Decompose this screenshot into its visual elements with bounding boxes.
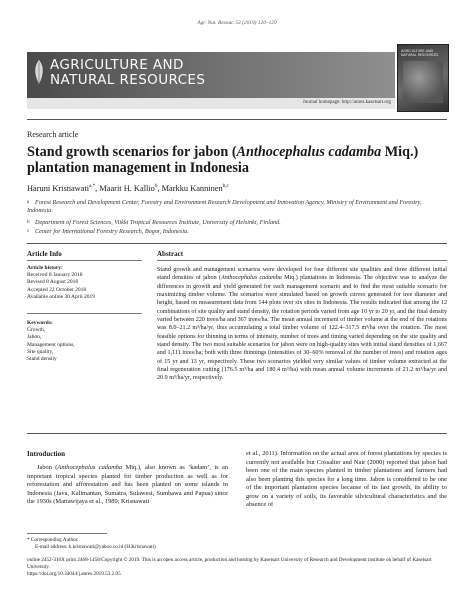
abstract-text: Stand growth and management scenarios were developed for four different site qualities and three different initial stand densities of jabon ( bbox=[157, 267, 447, 282]
introduction-heading: Introduction bbox=[27, 450, 65, 458]
history-label: Article history: bbox=[27, 265, 63, 271]
copyright-text: online 2452-316X print 2468-1458/Copyright © 2019. This is an open access article, production and hosting by Kasetsart University of Research and Development institute on behalf of Kasetsart University. bbox=[27, 557, 432, 570]
author-2[interactable]: Maarit H. Kallio bbox=[99, 184, 155, 193]
abstract-heading: Abstract bbox=[157, 250, 184, 258]
introduction-right-column: et al., 2011). Information on the actual area of forest plantations by species is currently not available but Cossalter and Nair (2000) reported that jabon had been one of the main species planted in timber plantations and farmers had also been planting this species for a long time. Jabon is considered to be one of the important plantation species because of its fast growth, its ability to grow on a variety of soils, its favorable silvicultural characteristics and the absence of bbox=[246, 450, 447, 508]
intro-text: Jabon ( bbox=[37, 464, 58, 471]
intro-text: Miq.), also known as ‘kadam’, is an important tropical species planted for timber production as well as for reforestation and afforestation and has been planted on some islands in Indonesia (Java, Kalimantan, Sumatra, Sulawesi, Sumbawa and Papua) since the 1930s (Martawijaya et al., 1989; Krisnawati bbox=[27, 464, 229, 505]
affiliation-text: Department of Forest Sciences, Viikki Tropical Resources Institute, University of Helsinki, Finland. bbox=[35, 219, 281, 226]
author-3[interactable]: Markku Kanninen bbox=[161, 184, 223, 193]
author-3-affil: b,c bbox=[222, 184, 229, 190]
title-part2: Miq.) plantation management in Indonesia bbox=[27, 144, 419, 176]
author-email[interactable]: E-mail address: h.krisnawati@yahoo.co.id (H.Krisnawati) bbox=[35, 544, 156, 550]
online-date: Available online 30 April 2019 bbox=[27, 293, 96, 300]
article-type: Research article bbox=[27, 130, 79, 139]
author-1[interactable]: Haruni Krisnawati bbox=[27, 184, 90, 193]
author-2-affil: b bbox=[154, 184, 158, 190]
journal-title-line2: NATURAL RESOURCES bbox=[50, 72, 206, 88]
affiliation-text: Center for International Forestry Research, Bogor, Indonesia. bbox=[35, 228, 189, 235]
abstract-text: Miq.) plantations in Indonesia. The objective was to analyze the differences in growth and yield generated for each management scenario and to find the most suitable scenario for maximizing timber volume. The scenarios were simulated based on growth curves generated for tree diameter and height, based on measurement data from 144 plots over six sites in Indonesia. The results indicated that among the 12 combinations of site quality and stand density, the rotation periods varied from age 10 yr to 20 yr, and the final density varied between 220 trees/ha and 367 trees/ha. The mean annual increment of timber volume at the end of the rotations was 8.0–21.2 m³/ha/yr, thus accumulating a total timber volume of 122.4–317.5 m³/ha over the rotation. The most feasible options for thinning in terms of intensity, number of trees and timing varied depending on the site quality and stand density. The two most suitable scenarios for jabon were on high-quality sites with initial stand densities of 1,667 and 1,111 trees/ha; both with three thinnings (intensities of 30–60% removal of the number of trees) and rotation ages of 15 yr and 13 yr, respectively. These two scenarios yielded very similar values of timber volume extracted at the final regeneration cutting (176.5 m³/ha and 180.4 m³/ha) with mean annual volume increments of 21.2 m³/ha/yr and 20.9 m³/ha/yr, respectively. bbox=[157, 275, 447, 382]
author-separator: , bbox=[95, 184, 100, 193]
corresponding-author-footnote bbox=[27, 537, 447, 551]
title-species: Anthocephalus cadamba bbox=[236, 144, 382, 160]
author-1-affil: a,* bbox=[89, 184, 96, 190]
author-separator: , bbox=[157, 184, 162, 193]
journal-reference: Agr. Nat. Resour. 53 (2019) 120–129 bbox=[197, 20, 277, 26]
accepted-date: Accepted 22 October 2018 bbox=[27, 286, 87, 293]
affiliation-mark: b bbox=[27, 220, 30, 225]
abstract-end-divider bbox=[27, 433, 447, 434]
keywords-label: Keywords: bbox=[27, 320, 53, 326]
leaf-logo-icon bbox=[33, 58, 45, 86]
corresponding-label: * Corresponding Author. bbox=[27, 537, 79, 543]
cover-photo bbox=[403, 61, 443, 103]
journal-title bbox=[50, 58, 205, 88]
article-info-heading: Article Info bbox=[27, 250, 62, 258]
author-list bbox=[27, 184, 229, 193]
affiliation-mark: a bbox=[27, 200, 30, 205]
header-divider bbox=[27, 119, 447, 120]
keyword: Jabon, bbox=[27, 334, 42, 341]
journal-homepage[interactable]: Journal homepage: http://anres.kasetsart.org bbox=[302, 100, 391, 105]
abstract-species: Anthocephalus cadamba bbox=[220, 275, 282, 282]
affiliation-b bbox=[27, 219, 447, 227]
title-part1: Stand growth scenarios for jabon ( bbox=[27, 144, 237, 160]
keyword: Site quality, bbox=[27, 348, 54, 355]
introduction-left-column bbox=[27, 464, 228, 507]
keyword: Stand density bbox=[27, 356, 57, 363]
section-divider bbox=[27, 243, 447, 244]
journal-title-line1: AGRICULTURE AND bbox=[50, 57, 184, 73]
abstract-body bbox=[157, 266, 447, 383]
copyright-notice bbox=[27, 557, 447, 578]
article-title bbox=[27, 144, 447, 176]
article-history bbox=[27, 265, 142, 301]
doi-link[interactable]: https://doi.org/10.34044/j.anres.2019.53.2.05 bbox=[27, 571, 121, 577]
keyword: Management options, bbox=[27, 341, 75, 348]
affiliation-mark: c bbox=[27, 229, 30, 234]
affiliation-c bbox=[27, 228, 447, 236]
cover-title: AGRICULTURE AND NATURAL RESOURCES bbox=[401, 49, 439, 57]
revised-date: Revised 8 August 2018 bbox=[27, 279, 79, 286]
intro-species: Anthocephalus cadamba bbox=[57, 464, 123, 471]
footnote-divider bbox=[27, 533, 107, 534]
journal-cover-image bbox=[397, 44, 449, 112]
article-info-divider bbox=[27, 260, 142, 261]
affiliation-text: Forest Research and Development Center, Forestry and Environment Research Development and Innovation Agency, Ministry of Environment and Forestry, Indonesia. bbox=[27, 199, 422, 215]
abstract-divider bbox=[157, 260, 447, 261]
keywords-divider bbox=[27, 313, 142, 314]
received-date: Received 8 January 2018 bbox=[27, 272, 83, 279]
affiliation-a bbox=[27, 199, 447, 216]
keywords bbox=[27, 320, 142, 363]
keyword: Growth, bbox=[27, 327, 46, 334]
